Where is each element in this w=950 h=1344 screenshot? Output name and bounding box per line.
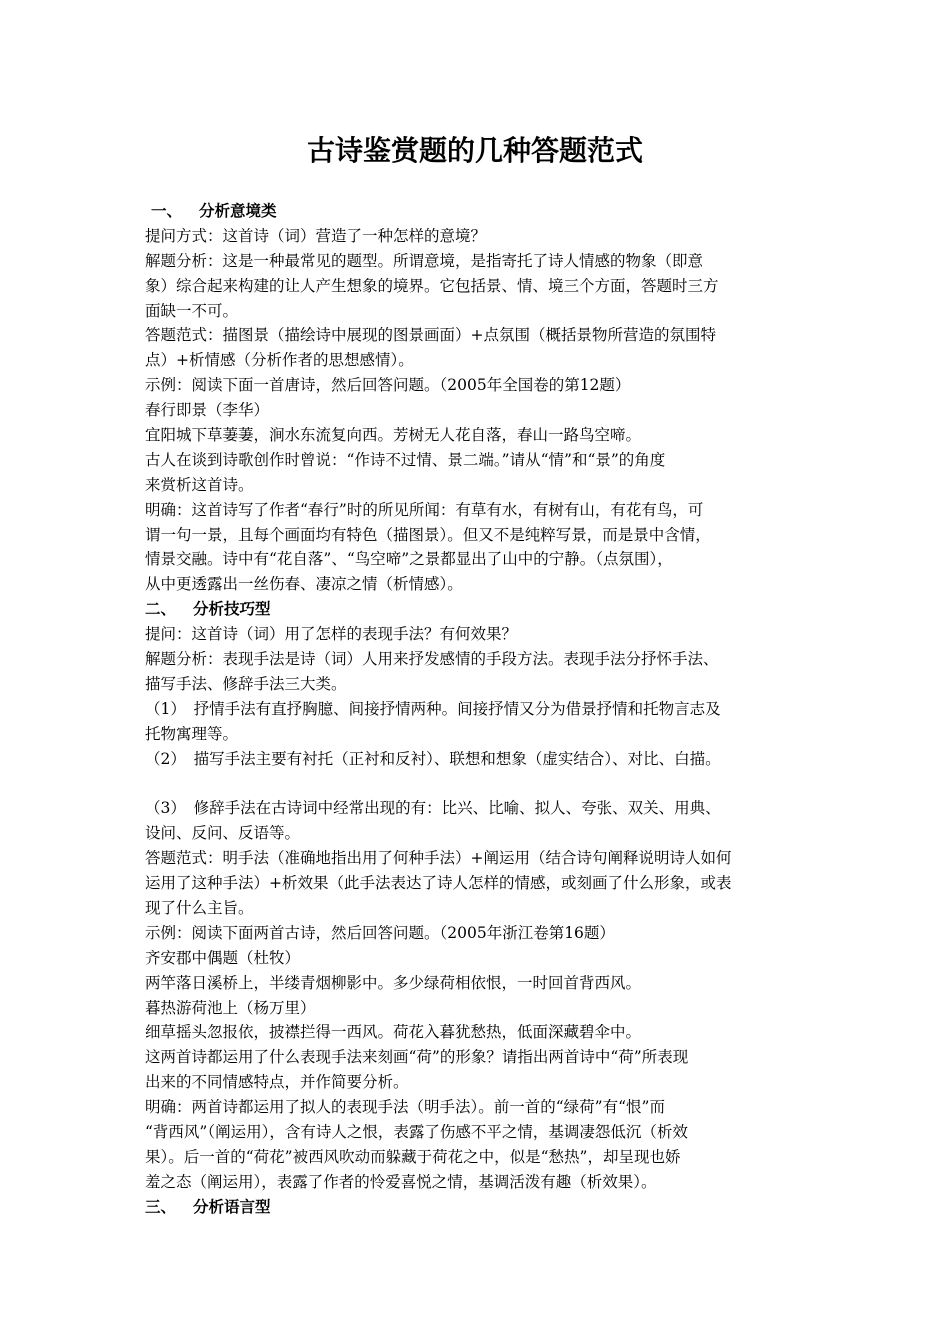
text-line: 暮热游荷池上（杨万里） [145,998,316,1017]
document-title: 古诗鉴赏题的几种答题范式 [306,134,643,167]
text-line: 明确：这首诗写了作者“春行”时的所见所闻：有草有水，有树有山，有花有鸟，可 [145,500,704,519]
section-title: 分析语言型 [193,1197,271,1216]
text-line: “背西风”（阐运用），含有诗人之恨，表露了伤感不平之情，基调凄怨低沉（析效 [145,1122,688,1141]
text-line: 这两首诗都运用了什么表现手法来刻画“荷”的形象？请指出两首诗中“荷”所表现 [145,1048,689,1067]
text-line: 果）。后一首的“荷花”被西风吹动而躲藏于荷花之中，似是“愁热”，却呈现也娇 [145,1147,681,1166]
text-line: 来赏析这首诗。 [145,475,254,494]
text-line: 托物寓理等。 [145,724,239,743]
blank-line [145,771,815,796]
text-line: 面缺一不可。 [145,301,239,320]
text-line: 古人在谈到诗歌创作时曾说：“作诗不过情、景二端。”请从“情”和“景”的角度 [145,450,666,469]
text-line: 谓一句一景，且每个画面均有特色（描图景）。但又不是纯粹写景，而是景中含情， [145,525,711,544]
text-line: 示例：阅读下面一首唐诗，然后回答问题。（2005年全国卷的第12题） [145,376,631,395]
text-line: （2） 描写手法主要有衬托（正衬和反衬）、联想和想象（虚实结合）、对比、白描。 [145,749,721,768]
text-line: 点）+析情感（分析作者的思想感情）。 [145,351,414,370]
section-number: 二、 [145,600,177,619]
text-line: 齐安郡中偶题（杜牧） [145,948,301,967]
text-line: 从中更透露出一丝伤春、凄凉之情（析情感）。 [145,575,463,594]
text-line: 示例：阅读下面两首古诗，然后回答问题。（2005年浙江卷第16题） [145,923,615,942]
document-body [145,199,815,1220]
text-line: 出来的不同情感特点，并作简要分析。 [145,1073,409,1092]
section-title: 分析意境类 [199,202,277,220]
text-line: 细草摇头忽报依，披襟拦得一西风。荷花入暮犹愁热，低面深藏碧伞中。 [145,1023,642,1042]
text-line: 解题分析：表现手法是诗（词）人用来抒发感情的手段方法。表现手法分抒怀手法、 [145,650,719,669]
text-line: （1） 抒情手法有直抒胸臆、间接抒情两种。间接抒情又分为借景抒情和托物言志及 [145,699,721,718]
text-line: 提问：这首诗（词）用了怎样的表现手法？有何效果？ [145,625,518,644]
text-line: 提问方式：这首诗（词）营造了一种怎样的意境？ [145,226,487,245]
section-heading [145,199,815,224]
text-line: 解题分析：这是一种最常见的题型。所谓意境，是指寄托了诗人情感的物象（即意 [145,251,704,270]
text-line: 运用了这种手法）+析效果（此手法表达了诗人怎样的情感，或刻画了什么形象，或表 [145,874,732,893]
section-title: 分析技巧型 [193,600,271,619]
section-heading [145,1195,815,1220]
section-number: 三、 [145,1197,177,1216]
section-heading [145,597,815,622]
text-line: 明确：两首诗都运用了拟人的表现手法（明手法）。前一首的“绿荷”有“恨”而 [145,1098,665,1117]
text-line: 设问、反问、反语等。 [145,824,301,843]
text-line: 答题范式：描图景（描绘诗中展现的图景画面）+点氛围（概括景物所营造的氛围特 [145,326,716,345]
text-line: 描写手法、修辞手法三大类。 [145,674,347,693]
section-number: 一、 [151,202,183,220]
text-line: 春行即景（李华） [145,401,270,420]
text-line: 宜阳城下草萋萋，涧水东流复向西。芳树无人花自落，春山一路鸟空啼。 [145,426,642,445]
text-line: 答题范式：明手法（准确地指出用了何种手法）+阐运用（结合诗句阐释说明诗人如何 [145,849,732,868]
text-line: 情景交融。诗中有“花自落”、“鸟空啼”之景都显出了山中的宁静。（点氛围）， [145,550,673,569]
text-line: 象）综合起来构建的让人产生想象的境界。它包括景、情、境三个方面，答题时三方 [145,276,719,295]
text-line: 两竿落日溪桥上，半缕青烟柳影中。多少绿荷相依恨，一时回首背西风。 [145,973,642,992]
text-line: （3） 修辞手法在古诗词中经常出现的有：比兴、比喻、拟人、夸张、双关、用典、 [145,799,721,818]
text-line: 现了什么主旨。 [145,898,254,917]
text-line: 羞之态（阐运用），表露了作者的怜爱喜悦之情，基调活泼有趣（析效果）。 [145,1172,657,1191]
